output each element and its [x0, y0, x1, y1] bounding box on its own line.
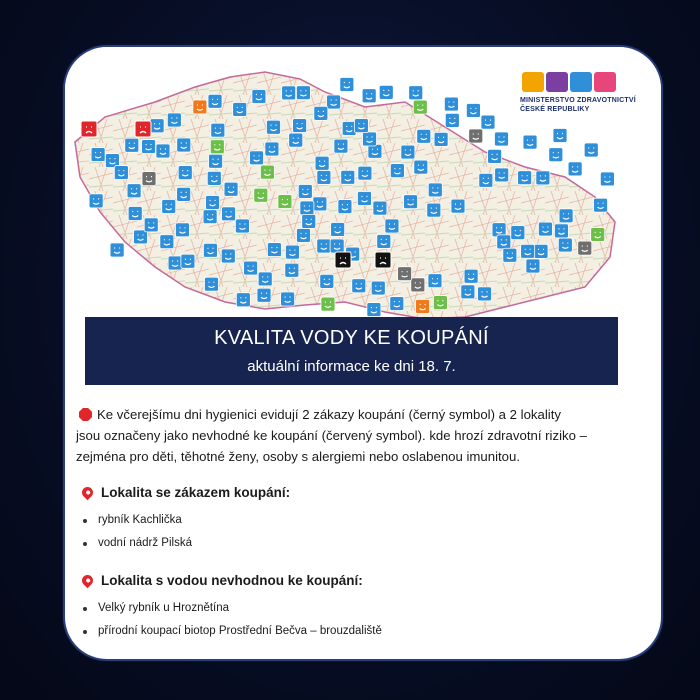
water-quality-marker-good [320, 274, 334, 288]
water-quality-marker-good [362, 89, 376, 103]
water-quality-marker-good [110, 243, 124, 257]
water-quality-marker-fair [260, 165, 274, 179]
water-quality-marker-good [451, 199, 465, 213]
page-subtitle: aktuální informace ke dni 18. 7. [247, 358, 456, 375]
water-quality-marker-unknown [578, 241, 592, 255]
water-quality-marker-good [313, 197, 327, 211]
water-quality-marker-good [327, 95, 341, 109]
water-quality-marker-good [89, 194, 103, 208]
water-quality-marker-good [236, 293, 250, 307]
water-quality-marker-good [444, 97, 458, 111]
page-title: KVALITA VODY KE KOUPÁNÍ [214, 327, 489, 349]
water-quality-marker-good [338, 200, 352, 214]
water-quality-marker-unsuitable [81, 121, 97, 137]
water-quality-marker-good [285, 245, 299, 259]
water-quality-marker-good [554, 224, 568, 238]
water-quality-marker-good [181, 254, 195, 268]
water-quality-marker-good [208, 94, 222, 108]
water-quality-marker-good [315, 156, 329, 170]
water-quality-marker-good [404, 195, 418, 209]
water-quality-marker-good [314, 106, 328, 120]
water-quality-marker-good [428, 183, 442, 197]
water-quality-marker-good [466, 103, 480, 117]
ban-section-title: Lokalita se zákazem koupání: [101, 485, 291, 500]
list-item [76, 509, 646, 532]
water-quality-marker-good [594, 198, 608, 212]
logo-block [546, 72, 568, 92]
water-quality-marker-good [285, 263, 299, 277]
water-quality-marker-good [127, 184, 141, 198]
list-item-label: rybník Kachlička [98, 514, 182, 526]
water-quality-marker-good [177, 138, 191, 152]
water-quality-marker-good [377, 234, 391, 248]
water-quality-marker-good [481, 115, 495, 129]
water-quality-marker-good [252, 89, 266, 103]
water-quality-marker-good [235, 219, 249, 233]
water-quality-marker-good [267, 243, 281, 257]
water-quality-marker-good [178, 166, 192, 180]
water-quality-marker-fair [413, 100, 427, 114]
water-quality-marker-banned [335, 252, 351, 268]
water-quality-marker-good [160, 235, 174, 249]
water-quality-marker-good [503, 248, 517, 262]
intro-paragraph [76, 404, 646, 467]
water-quality-marker-unknown [142, 172, 156, 186]
water-quality-marker-good [222, 207, 236, 221]
water-quality-marker-good [478, 287, 492, 301]
water-quality-marker-good [233, 102, 247, 116]
water-quality-marker-banned [375, 252, 391, 268]
bullet-icon [83, 542, 87, 546]
bullet-icon [83, 519, 87, 523]
water-quality-marker-unsuitable [135, 121, 151, 137]
ban-list [76, 509, 646, 555]
water-quality-marker-good [368, 144, 382, 158]
water-quality-marker-good [357, 192, 371, 206]
water-quality-marker-good [521, 244, 535, 258]
water-quality-marker-good [334, 139, 348, 153]
water-quality-marker-good [358, 166, 372, 180]
water-quality-marker-good [125, 138, 139, 152]
water-quality-marker-good [559, 209, 573, 223]
intro-line-1: Ke včerejšímu dni hygienici evidují 2 zákazy koupání (černý symbol) a 2 lokality [97, 407, 561, 422]
water-quality-marker-good [461, 285, 475, 299]
water-quality-marker-unknown [469, 129, 483, 143]
water-quality-marker-good [114, 166, 128, 180]
water-quality-marker-fair [210, 140, 224, 154]
water-quality-marker-good [434, 132, 448, 146]
water-quality-marker-warning [193, 100, 207, 114]
water-quality-marker-good [206, 195, 220, 209]
water-quality-marker-good [298, 184, 312, 198]
title-banner [85, 317, 618, 385]
water-quality-marker-unknown [411, 278, 425, 292]
logo-block [570, 72, 592, 92]
list-item [76, 620, 646, 643]
water-quality-marker-good [340, 77, 354, 91]
water-quality-marker-good [289, 133, 303, 147]
water-quality-marker-fair [433, 296, 447, 310]
list-item-label: Velký rybník u Hroznětína [98, 602, 230, 614]
water-quality-marker-good [317, 170, 331, 184]
water-quality-marker-good [175, 223, 189, 237]
water-quality-marker-good [317, 239, 331, 253]
pin-icon [80, 573, 96, 589]
water-quality-marker-good [354, 119, 368, 133]
water-quality-marker-good [91, 148, 105, 162]
water-quality-marker-warning [416, 299, 430, 313]
water-quality-marker-good [211, 123, 225, 137]
water-quality-marker-good [464, 269, 478, 283]
water-quality-marker-good [177, 187, 191, 201]
content [76, 404, 646, 643]
ministry-logo [520, 72, 640, 142]
logo-block [522, 72, 544, 92]
water-quality-marker-good [297, 228, 311, 242]
intro-line-2: jsou označeny jako nevhodné ke koupání (červený symbol). kde hrozí zdravotní riziko – [76, 428, 587, 443]
water-quality-marker-good [203, 243, 217, 257]
list-item [76, 532, 646, 555]
water-quality-marker-good [371, 281, 385, 295]
water-quality-marker-good [168, 256, 182, 270]
water-quality-marker-good [267, 120, 281, 134]
water-quality-marker-good [379, 85, 393, 99]
list-item-label: přírodní koupací biotop Prostřední Bečva – brouzdaliště [98, 625, 382, 637]
stop-icon [79, 408, 92, 421]
water-quality-marker-good [352, 279, 366, 293]
water-quality-marker-good [302, 214, 316, 228]
water-quality-marker-fair [321, 297, 335, 311]
water-quality-marker-good [257, 288, 271, 302]
water-quality-marker-fair [254, 188, 268, 202]
water-quality-marker-good [494, 132, 508, 146]
list-item [76, 597, 646, 620]
water-quality-marker-good [558, 238, 572, 252]
logo-block [594, 72, 616, 92]
water-quality-marker-good [511, 226, 525, 240]
water-quality-marker-good [584, 143, 598, 157]
logo-line-2: ČESKÉ REPUBLIKY [520, 106, 590, 113]
water-quality-marker-good [373, 201, 387, 215]
water-quality-marker-good [385, 219, 399, 233]
water-quality-marker-good [293, 119, 307, 133]
bullet-icon [83, 630, 87, 634]
water-quality-marker-good [209, 154, 223, 168]
intro-line-3: zejména pro děti, těhotné ženy, osoby s alergiemi nebo oslabenou imunitou. [76, 449, 521, 464]
water-quality-marker-good [296, 86, 310, 100]
water-quality-marker-good [224, 182, 238, 196]
water-quality-marker-good [265, 142, 279, 156]
water-quality-marker-good [156, 144, 170, 158]
logo-line-1: MINISTERSTVO ZDRAVOTNICTVÍ [520, 97, 636, 104]
water-quality-marker-good [221, 249, 235, 263]
water-quality-marker-good [538, 222, 552, 236]
water-quality-marker-good [150, 119, 164, 133]
water-quality-marker-good [479, 173, 493, 187]
water-quality-marker-good [258, 272, 272, 286]
water-quality-marker-good [142, 140, 156, 154]
water-quality-marker-good [300, 201, 314, 215]
water-quality-marker-good [401, 145, 415, 159]
water-quality-marker-good [331, 222, 345, 236]
info-card [63, 45, 663, 661]
water-quality-marker-good [128, 206, 142, 220]
pin-icon [80, 485, 96, 501]
water-quality-marker-good [518, 171, 532, 185]
water-quality-marker-good [367, 303, 381, 317]
water-quality-marker-good [495, 168, 509, 182]
water-quality-marker-good [341, 170, 355, 184]
water-quality-marker-good [536, 171, 550, 185]
water-quality-marker-good [250, 151, 264, 165]
water-quality-marker-good [203, 210, 217, 224]
water-quality-marker-good [390, 164, 404, 178]
water-quality-marker-good [207, 171, 221, 185]
water-quality-marker-good [534, 244, 548, 258]
water-quality-marker-good [549, 148, 563, 162]
water-quality-marker-good [282, 86, 296, 100]
water-quality-marker-good [445, 113, 459, 127]
water-quality-marker-good [497, 235, 511, 249]
water-quality-marker-fair [278, 195, 292, 209]
water-quality-marker-good [363, 132, 377, 146]
list-item-label: vodní nádrž Pilská [98, 537, 192, 549]
unsuitable-section-heading [76, 573, 646, 588]
water-quality-marker-good [488, 149, 502, 163]
water-quality-marker-good [144, 218, 158, 232]
water-quality-marker-good [417, 129, 431, 143]
unsuitable-section-title: Lokalita s vodou nevhodnou ke koupání: [101, 573, 363, 588]
water-quality-marker-good [330, 239, 344, 253]
water-quality-marker-good [427, 203, 441, 217]
water-quality-marker-good [244, 261, 258, 275]
water-quality-marker-good [162, 199, 176, 213]
czech-map [65, 47, 661, 327]
water-quality-marker-good [568, 162, 582, 176]
ban-section-heading [76, 485, 646, 500]
water-quality-marker-good [428, 274, 442, 288]
water-quality-marker-fair [591, 227, 605, 241]
water-quality-marker-good [409, 86, 423, 100]
water-quality-marker-good [390, 297, 404, 311]
water-quality-marker-good [204, 277, 218, 291]
water-quality-marker-good [281, 292, 295, 306]
unsuitable-list [76, 597, 646, 643]
water-quality-marker-unknown [398, 267, 412, 281]
water-quality-marker-good [414, 160, 428, 174]
bullet-icon [83, 607, 87, 611]
water-quality-marker-good [167, 113, 181, 127]
water-quality-marker-good [526, 259, 540, 273]
water-quality-marker-good [600, 172, 614, 186]
